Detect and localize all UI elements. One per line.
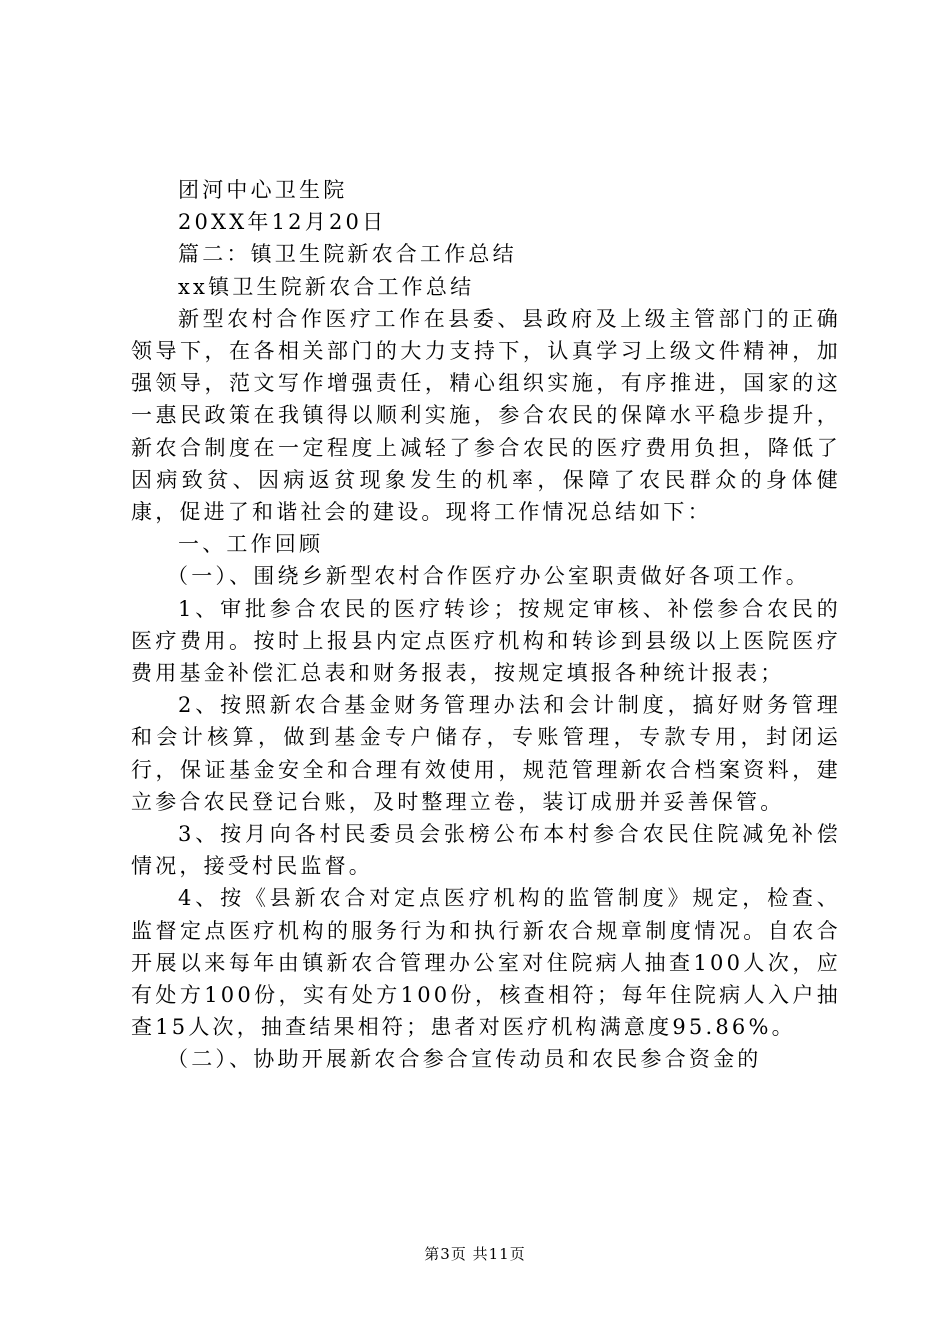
page-footer <box>0 1243 950 1264</box>
paragraph-report-title: xx镇卫生院新农合工作总结 <box>178 274 475 299</box>
page-number-label: 第3页 共11页 <box>424 1245 526 1263</box>
paragraph-org-name: 团河中心卫生院 <box>178 178 348 202</box>
paragraph-section-title: 篇二：镇卫生院新农合工作总结 <box>178 242 517 267</box>
paragraph-heading-review: 一、工作回顾 <box>178 532 324 557</box>
paragraph-item-3: 3、按月向各村民委员会张榜公布本村参合农民住院减免补偿情况，接受村民监督。 <box>131 822 841 879</box>
paragraph-item-1: 1、审批参合农民的医疗转诊；按规定审核、补偿参合农民的医疗费用。按时上报县内定点医疗机构和转诊到县级以上医院医疗费用基金补偿汇总表和财务报表，按规定填报各种统计报表； <box>131 596 841 686</box>
paragraph-item-4: 4、按《县新农合对定点医疗机构的监管制度》规定，检查、监督定点医疗机构的服务行为和执行新农合规章制度情况。自农合开展以来每年由镇新农合管理办公室对住院病人抽查100人次，应有处方100份，实有处方100份，核查相符；每年住院病人入户抽查15人次，抽查结果相符；患者对医疗机构满意度95.86%。 <box>131 886 841 1040</box>
paragraph-subheading-1: （一）、围绕乡新型农村合作医疗办公室职责做好各项工作。 <box>167 564 810 589</box>
paragraph-item-2: 2、按照新农合基金财务管理办法和会计制度，搞好财务管理和会计核算，做到基金专户储存，专账管理，专款专用，封闭运行，保证基金安全和合理有效使用，规范管理新农合档案资料，建立参合农民登记台账，及时整理立卷，装订成册并妥善保管。 <box>131 693 841 814</box>
paragraph-intro: 新型农村合作医疗工作在县委、县政府及上级主管部门的正确领导下，在各相关部门的大力支持下，认真学习上级文件精神，加强领导，范文写作增强责任，精心组织实施，有序推进，国家的这一惠民政策在我镇得以顺利实施，参合农民的保障水平稳步提升，新农合制度在一定程度上减轻了参合农民的医疗费用负担，降低了因病致贫、因病返贫现象发生的机率，保障了农民群众的身体健康，促进了和谐社会的建设。现将工作情况总结如下： <box>131 306 841 525</box>
document-body <box>131 174 841 1076</box>
paragraph-date: 20XX年12月20日 <box>178 210 387 235</box>
paragraph-subheading-2: （二）、协助开展新农合参合宣传动员和农民参合资金的 <box>167 1047 762 1072</box>
